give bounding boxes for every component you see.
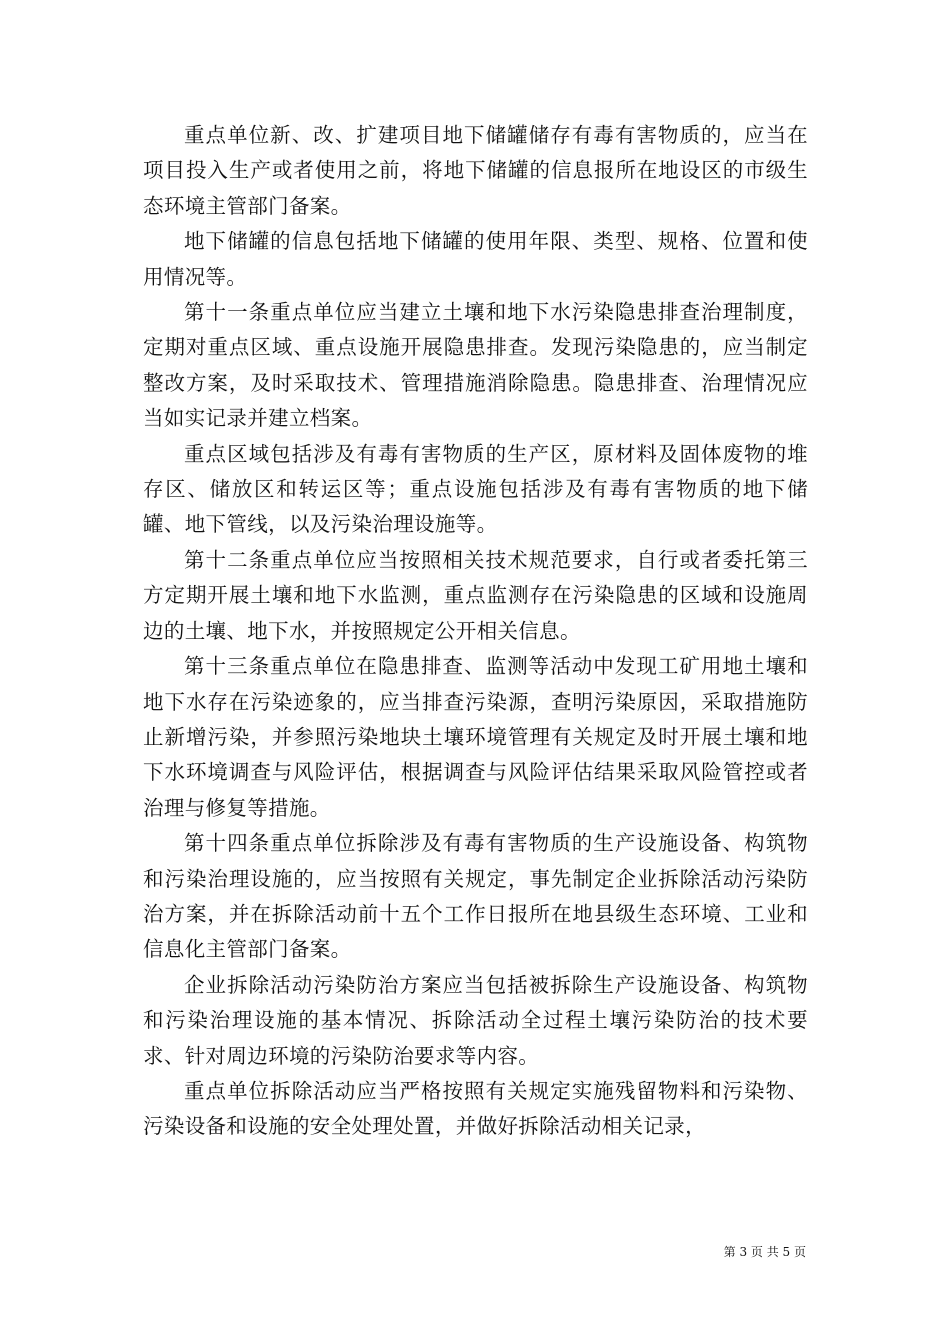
paragraph-6: 第十三条重点单位在隐患排查、监测等活动中发现工矿用地土壤和地下水存在污染迹象的，应当排查污染源，查明污染原因，采取措施防止新增污染，并参照污染地块土壤环境管理有关规定及时开展土壤和地下水环境调查与风险评估，根据调查与风险评估结果采取风险管控或者治理与修复等措施。 [143,654,808,820]
document-body [143,118,808,1145]
paragraph-7: 第十四条重点单位拆除涉及有毒有害物质的生产设施设备、构筑物和污染治理设施的，应当按照有关规定，事先制定企业拆除活动污染防治方案，并在拆除活动前十五个工作日报所在地县级生态环境、工业和信息化主管部门备案。 [143,831,808,962]
paragraph-3: 第十一条重点单位应当建立土壤和地下水污染隐患排查治理制度，定期对重点区域、重点设施开展隐患排查。发现污染隐患的，应当制定整改方案，及时采取技术、管理措施消除隐患。隐患排查、治理情况应当如实记录并建立档案。 [143,300,808,431]
paragraph-4: 重点区域包括涉及有毒有害物质的生产区，原材料及固体废物的堆存区、储放区和转运区等；重点设施包括涉及有毒有害物质的地下储罐、地下管线，以及污染治理设施等。 [143,441,808,537]
paragraph-5: 第十二条重点单位应当按照相关技术规范要求，自行或者委托第三方定期开展土壤和地下水监测，重点监测存在污染隐患的区域和设施周边的土壤、地下水，并按照规定公开相关信息。 [143,547,808,643]
paragraph-1: 重点单位新、改、扩建项目地下储罐储存有毒有害物质的，应当在项目投入生产或者使用之前，将地下储罐的信息报所在地设区的市级生态环境主管部门备案。 [143,123,808,218]
paragraph-8: 企业拆除活动污染防治方案应当包括被拆除生产设施设备、构筑物和污染治理设施的基本情况、拆除活动全过程土壤污染防治的技术要求、针对周边环境的污染防治要求等内容。 [143,972,808,1068]
paragraph-2: 地下储罐的信息包括地下储罐的使用年限、类型、规格、位置和使用情况等。 [143,229,808,289]
page-number: 第 3 页 共 5 页 [723,1245,806,1259]
paragraph-9: 重点单位拆除活动应当严格按照有关规定实施残留物料和污染物、污染设备和设施的安全处理处置，并做好拆除活动相关记录， [143,1078,808,1139]
